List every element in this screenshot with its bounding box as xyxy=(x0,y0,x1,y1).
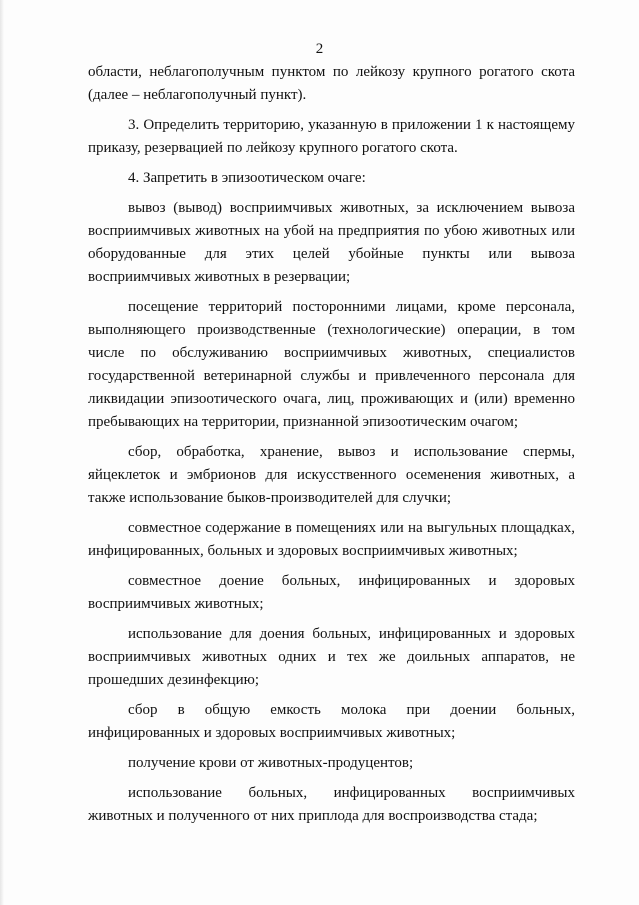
paragraph-ban-joint-keeping: совместное содержание в помещениях или на выгульных площадках, инфицированных, больных и здоровых восприимчивых животных; xyxy=(88,520,575,559)
paragraph-ban-joint-milking: совместное доение больных, инфицированных и здоровых восприимчивых животных; xyxy=(88,573,575,612)
page-number: 2 xyxy=(315,41,324,57)
paragraph-continuation: области, неблагополучным пунктом по лейкозу крупного рогатого скота (далее – неблагополучный пункт). xyxy=(88,64,575,103)
paragraph-item-4: 4. Запретить в эпизоотическом очаге: xyxy=(128,170,366,186)
paragraph-ban-blood: получение крови от животных-продуцентов; xyxy=(128,755,414,771)
paragraph-ban-semen: сбор, обработка, хранение, вывоз и использование спермы, яйцеклеток и эмбрионов для искусственного осеменения животных, а также использование быков-производителей для случки; xyxy=(88,444,575,506)
paragraph-item-3: 3. Определить территорию, указанную в приложении 1 к настоящему приказу, резервацией по лейкозу крупного рогатого скота. xyxy=(88,117,575,156)
paragraph-ban-milk-collection: сбор в общую емкость молока при доении больных, инфицированных и здоровых восприимчивых животных; xyxy=(88,702,575,741)
paragraph-ban-shared-apparatus: использование для доения больных, инфицированных и здоровых восприимчивых животных одних и тех же доильных аппаратов, не прошедших дезинфекцию; xyxy=(88,626,575,688)
document-body xyxy=(88,61,575,835)
paragraph-ban-visits: посещение территорий посторонними лицами, кроме персонала, выполняющего производственные (технологические) операции, в том числе по обслуживанию восприимчивых животных, специалистов государственной ветеринарной службы и привлеченного персонала для ликвидации эпизоотического очага, лиц, проживающих и (или) временно пребывающих на территории, признанной эпизоотическим очагом; xyxy=(88,299,575,430)
paragraph-ban-export: вывоз (вывод) восприимчивых животных, за исключением вывоза восприимчивых животных на убой на предприятия по убою животных или оборудованные для этих целей убойные пункты или вывоза восприимчивых животных в резервации; xyxy=(88,200,575,285)
scan-edge-shadow xyxy=(0,0,4,905)
paragraph-ban-reproduction: использование больных, инфицированных восприимчивых животных и полученного от них приплода для воспроизводства стада; xyxy=(88,785,575,824)
